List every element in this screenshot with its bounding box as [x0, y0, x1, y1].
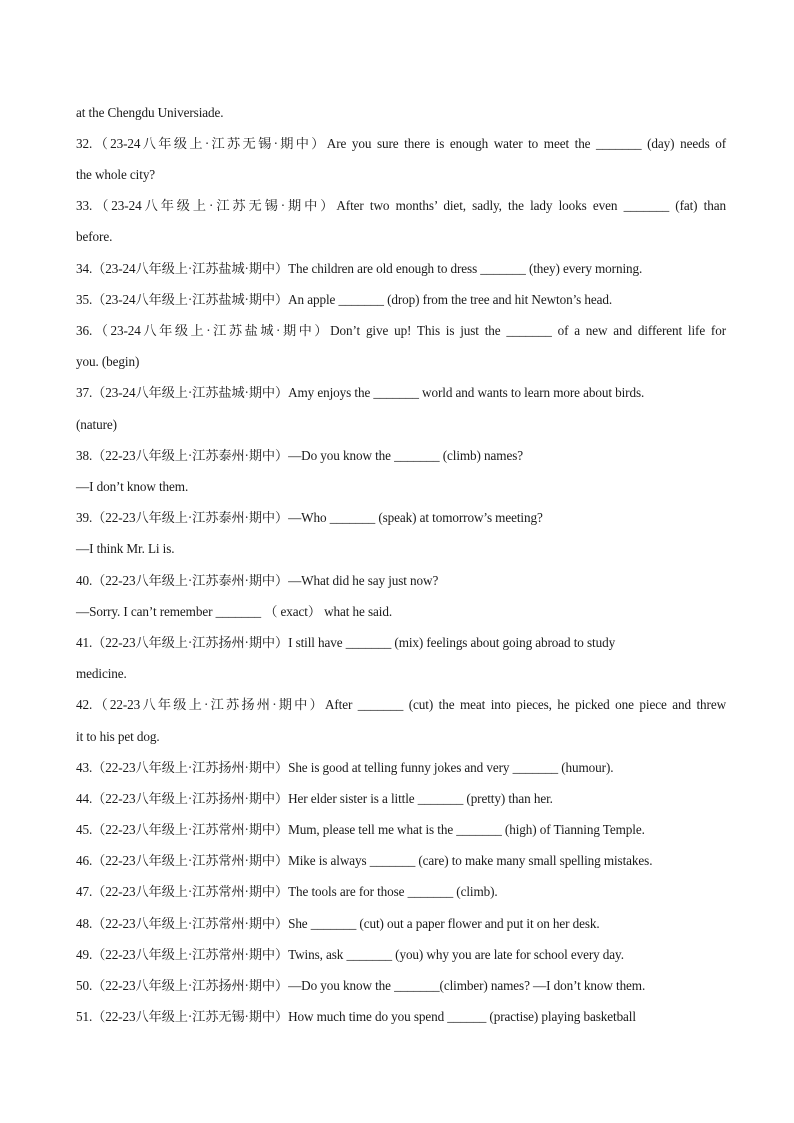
text-line: you. (begin): [76, 354, 140, 369]
question-50: 50.（22-23八年级上·江苏扬州·期中）—Do you know the _______(climber) names? —I don’t know them.: [76, 978, 646, 993]
question-33: 33.（23-24八年级上·江苏无锡·期中）After two months’ diet, sadly, the lady looks even _______ (fat) than: [76, 198, 726, 213]
question-49: 49.（22-23八年级上·江苏常州·期中）Twins, ask _______ (you) why you are late for school every day.: [76, 947, 624, 962]
question-40: 40.（22-23八年级上·江苏泰州·期中）—What did he say just now?: [76, 573, 439, 588]
text-line: the whole city?: [76, 167, 156, 182]
question-44: 44.（22-23八年级上·江苏扬州·期中）Her elder sister is a little _______ (pretty) than her.: [76, 791, 553, 806]
question-51: 51.（22-23八年级上·江苏无锡·期中）How much time do you spend ______ (practise) playing basketball: [76, 1009, 636, 1024]
question-43: 43.（22-23八年级上·江苏扬州·期中）She is good at telling funny jokes and very _______ (humour).: [76, 760, 614, 775]
question-47: 47.（22-23八年级上·江苏常州·期中）The tools are for those _______ (climb).: [76, 884, 498, 899]
text-line: it to his pet dog.: [76, 729, 160, 744]
text-line: (nature): [76, 417, 117, 432]
question-37: 37.（23-24八年级上·江苏盐城·期中）Amy enjoys the _______ world and wants to learn more about birds.: [76, 385, 645, 400]
text-line: before.: [76, 229, 113, 244]
question-36: 36.（23-24八年级上·江苏盐城·期中）Don’t give up! This is just the _______ of a new and different life for: [76, 323, 726, 338]
question-46: 46.（22-23八年级上·江苏常州·期中）Mike is always _______ (care) to make many small spelling mistakes.: [76, 853, 653, 868]
text-line: —I think Mr. Li is.: [76, 541, 175, 556]
question-32: 32.（23-24八年级上·江苏无锡·期中）Are you sure there is enough water to meet the _______ (day) needs of: [76, 136, 726, 151]
question-39: 39.（22-23八年级上·江苏泰州·期中）—Who _______ (speak) at tomorrow’s meeting?: [76, 510, 543, 525]
question-45: 45.（22-23八年级上·江苏常州·期中）Mum, please tell me what is the _______ (high) of Tianning Temple.: [76, 822, 645, 837]
text-line: —I don’t know them.: [76, 479, 189, 494]
question-42: 42.（22-23八年级上·江苏扬州·期中）After _______ (cut) the meat into pieces, he picked one piece and threw: [76, 697, 726, 712]
text-line: medicine.: [76, 666, 127, 681]
question-41: 41.（22-23八年级上·江苏扬州·期中）I still have _______ (mix) feelings about going abroad to study: [76, 635, 616, 650]
question-38: 38.（22-23八年级上·江苏泰州·期中）—Do you know the _______ (climb) names?: [76, 448, 523, 463]
question-34: 34.（23-24八年级上·江苏盐城·期中）The children are old enough to dress _______ (they) every morning.: [76, 261, 643, 276]
text-line: —Sorry. I can’t remember _______ （ exact） what he said.: [76, 604, 393, 619]
question-48: 48.（22-23八年级上·江苏常州·期中）She _______ (cut) out a paper flower and put it on her desk.: [76, 916, 600, 931]
text-line: at the Chengdu Universiade.: [76, 105, 224, 120]
question-35: 35.（23-24八年级上·江苏盐城·期中）An apple _______ (drop) from the tree and hit Newton’s head.: [76, 292, 613, 307]
